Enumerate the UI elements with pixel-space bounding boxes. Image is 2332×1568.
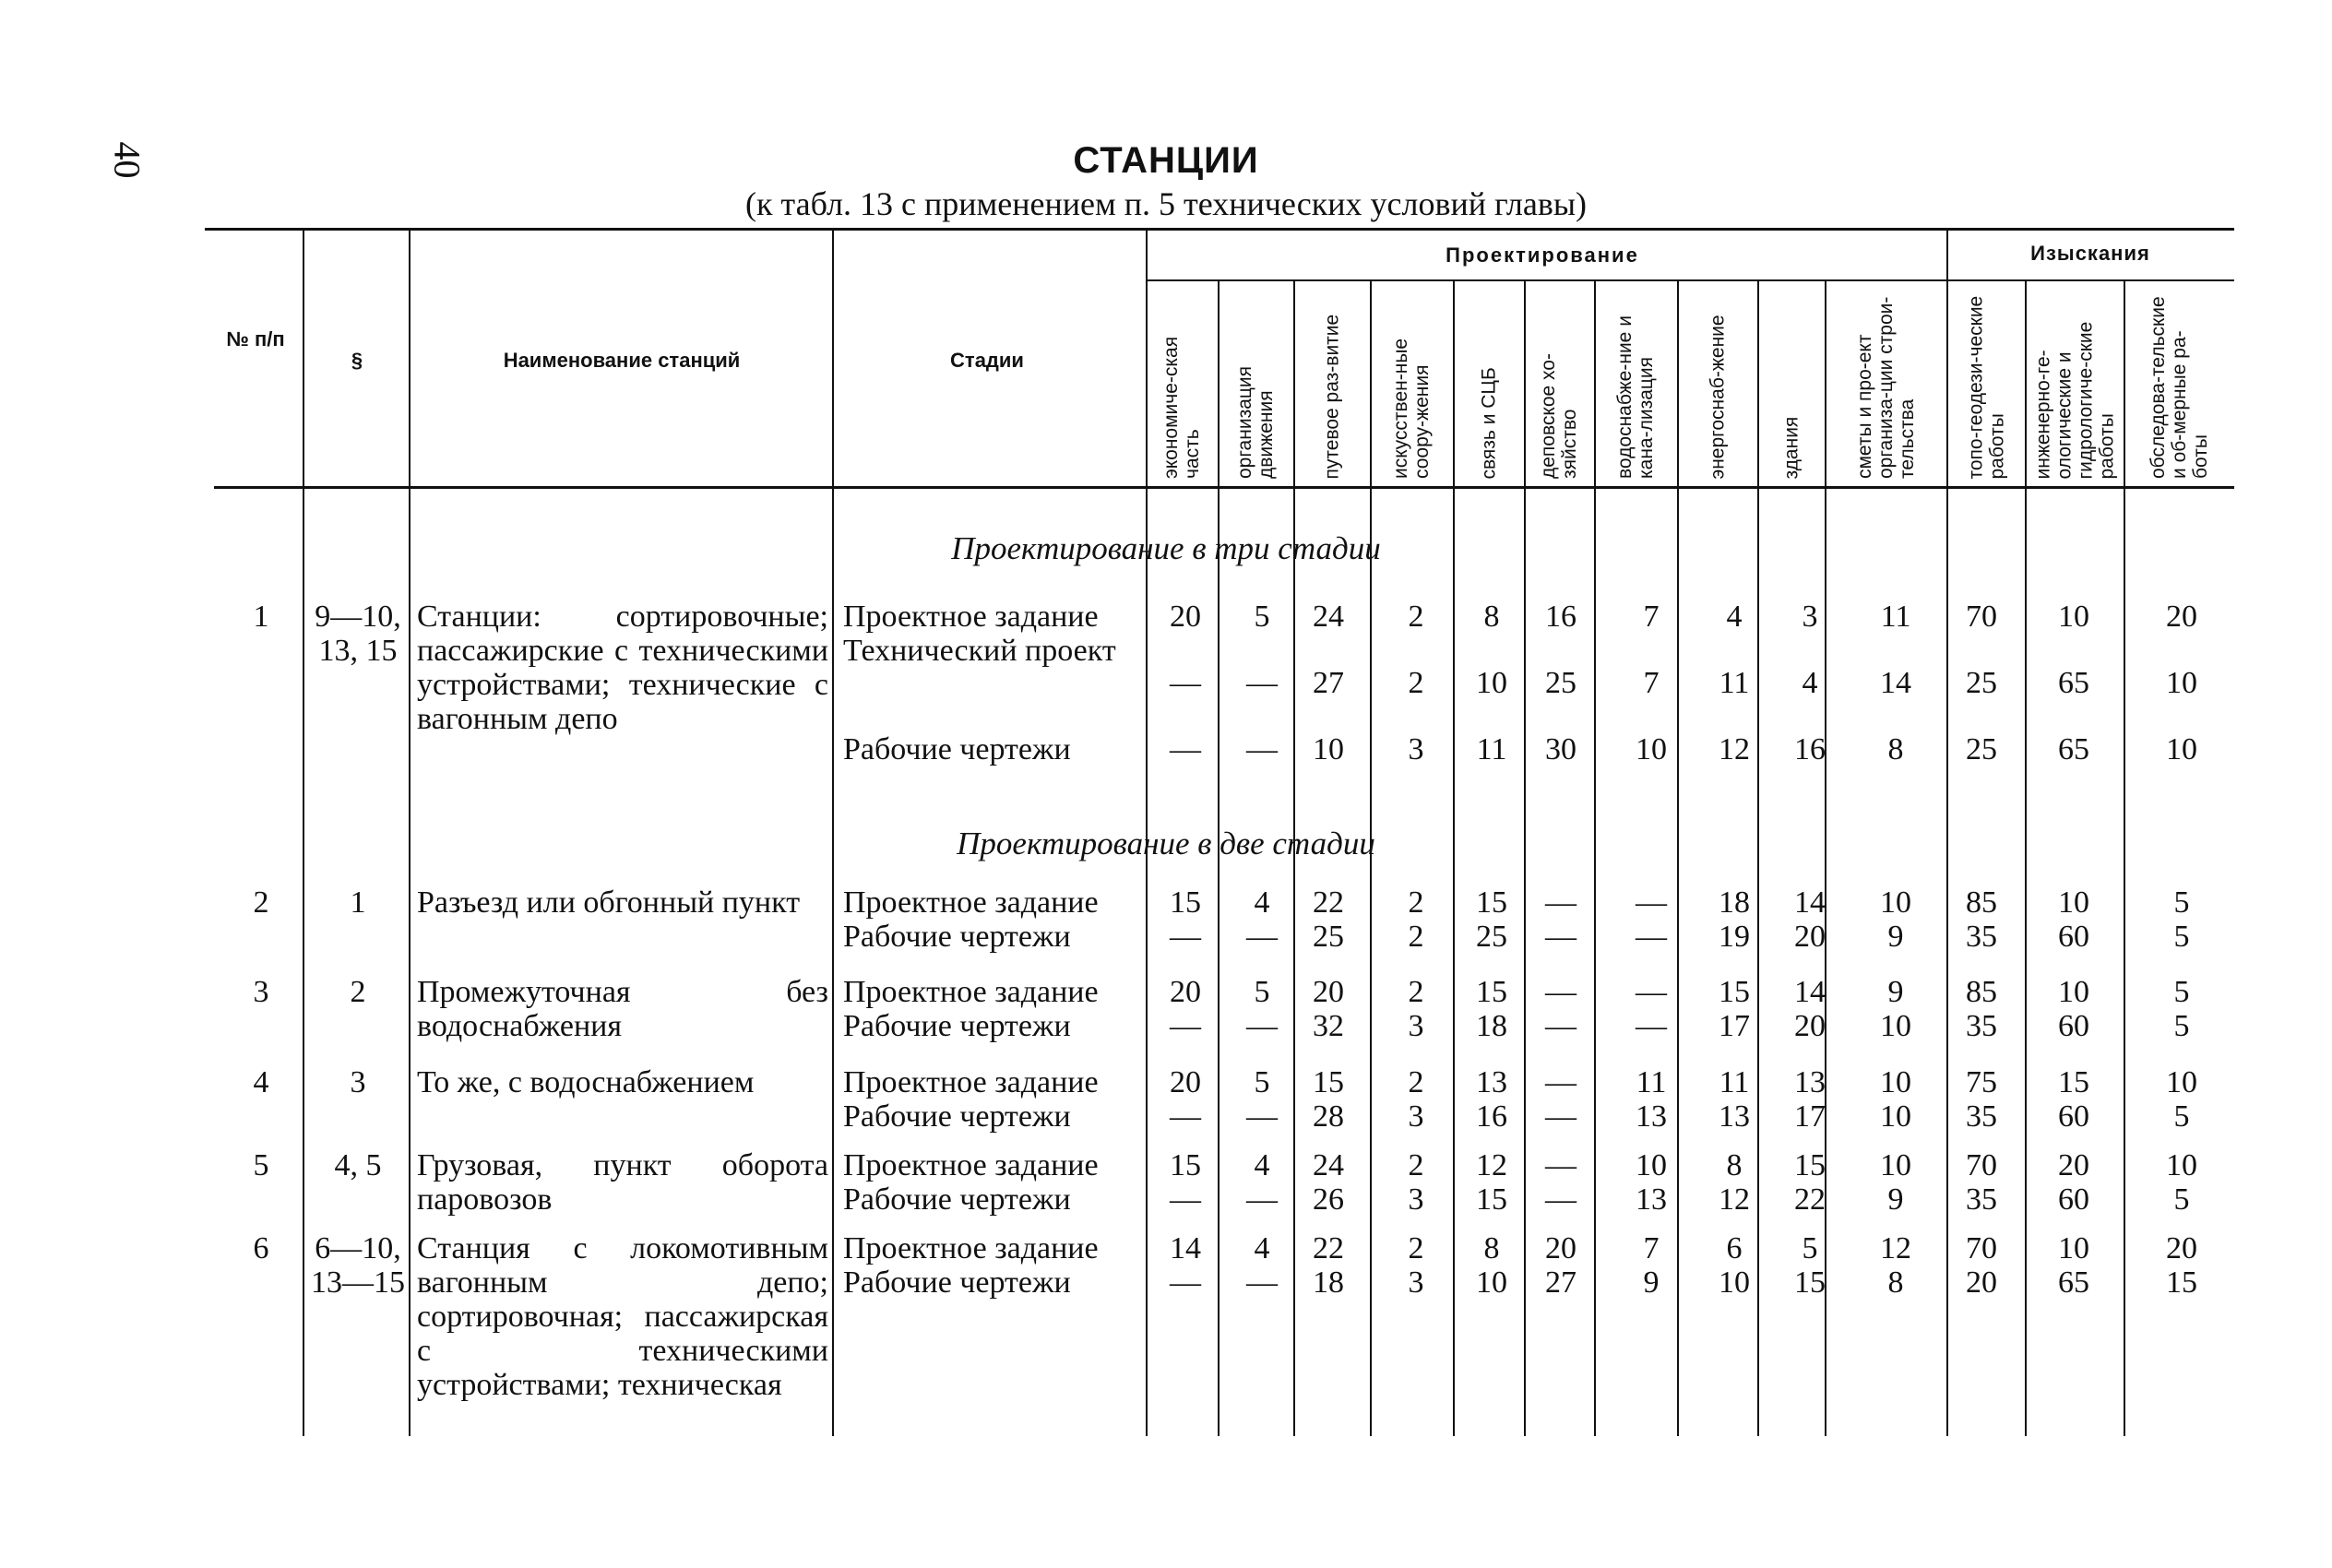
value-cell: — (1545, 1065, 1576, 1099)
value-cell: — (1246, 732, 1278, 766)
value-cell: 20 (1170, 1065, 1201, 1099)
value-cell: 20 (1313, 975, 1344, 1009)
value-cell: 2 (1408, 1231, 1424, 1265)
row-number: 3 (253, 975, 269, 1009)
value-cell: 65 (2058, 732, 2089, 766)
value-cell: 10 (2166, 1065, 2197, 1099)
value-cell: 18 (1476, 1009, 1507, 1043)
value-cell: 35 (1966, 1009, 1997, 1043)
page-subtitle: (к табл. 13 с применением п. 5 технических условий главы) (744, 185, 1588, 222)
stage-label: Технический проект (843, 634, 1116, 668)
value-cell: 5 (1802, 1231, 1818, 1265)
value-cell: 10 (2058, 600, 2089, 634)
value-cell: 12 (1476, 1148, 1507, 1182)
value-cell: 25 (1966, 732, 1997, 766)
value-cell: 11 (1719, 1065, 1750, 1099)
value-cell: 15 (1476, 1182, 1507, 1217)
col-header-rotated: здания (1780, 416, 1802, 479)
stage-label: Проектное задание (843, 1065, 1099, 1099)
value-cell: — (1246, 1182, 1278, 1217)
value-cell: 2 (1408, 600, 1424, 634)
value-cell: — (1170, 666, 1201, 700)
value-cell: 70 (1966, 1231, 1997, 1265)
value-cell: 35 (1966, 1182, 1997, 1217)
row-section: 3 (350, 1065, 366, 1099)
col-header-rotated: сметы и про-ект организа-ции строи-тельства (1853, 296, 1918, 479)
value-cell: 11 (1636, 1065, 1667, 1099)
row-section: 9—10, 13, 15 (315, 600, 401, 668)
value-cell: 15 (1476, 885, 1507, 920)
value-cell: 2 (1408, 666, 1424, 700)
value-cell: 8 (1887, 732, 1904, 766)
value-cell: 8 (1483, 1231, 1500, 1265)
value-cell: 65 (2058, 1265, 2089, 1300)
station-name: То же, с водоснабжением (417, 1065, 755, 1099)
value-cell: 10 (1476, 666, 1507, 700)
value-cell: 15 (1313, 1065, 1344, 1099)
value-cell: — (1170, 1009, 1201, 1043)
value-cell: 2 (1408, 1065, 1424, 1099)
row-number: 2 (253, 885, 269, 920)
value-cell: 10 (1719, 1265, 1750, 1300)
value-cell: 5 (2173, 1099, 2190, 1134)
stage-label: Проектное задание (843, 1148, 1099, 1182)
value-cell: 20 (2058, 1148, 2089, 1182)
value-cell: 19 (1719, 920, 1750, 954)
value-cell: 35 (1966, 920, 1997, 954)
stage-label: Проектное задание (843, 885, 1099, 920)
value-cell: 10 (2166, 1148, 2197, 1182)
value-cell: 20 (1794, 920, 1826, 954)
value-cell: 30 (1545, 732, 1576, 766)
value-cell: 10 (2166, 732, 2197, 766)
col-header-stages: Стадии (950, 349, 1024, 372)
value-cell: 20 (1794, 1009, 1826, 1043)
value-cell: 2 (1408, 1148, 1424, 1182)
value-cell: 12 (1719, 1182, 1750, 1217)
value-cell: 20 (2166, 600, 2197, 634)
station-name: Промежуточная без водоснабжения (417, 975, 828, 1043)
value-cell: 14 (1880, 666, 1911, 700)
value-cell: — (1246, 1265, 1278, 1300)
value-cell: 10 (2058, 1231, 2089, 1265)
col-header-name: Наименование станций (503, 349, 741, 372)
row-section: 1 (350, 885, 366, 920)
value-cell: 15 (1794, 1265, 1826, 1300)
section-heading: Проектирование в две стадии (957, 826, 1375, 861)
value-cell: — (1170, 1182, 1201, 1217)
value-cell: 20 (1966, 1265, 1997, 1300)
value-cell: 14 (1170, 1231, 1201, 1265)
value-cell: 7 (1643, 600, 1660, 634)
stage-label: Проектное задание (843, 1231, 1099, 1265)
value-cell: 10 (2166, 666, 2197, 700)
row-number: 4 (253, 1065, 269, 1099)
value-cell: 10 (2058, 975, 2089, 1009)
value-cell: 2 (1408, 885, 1424, 920)
value-cell: 15 (2166, 1265, 2197, 1300)
value-cell: 2 (1408, 975, 1424, 1009)
value-cell: 20 (1545, 1231, 1576, 1265)
value-cell: 27 (1545, 1265, 1576, 1300)
value-cell: — (1636, 1009, 1667, 1043)
value-cell: 5 (1254, 975, 1270, 1009)
col-header-rotated: экономиче-ская часть (1160, 336, 1203, 479)
header-group-rule (1146, 279, 2234, 281)
row-number: 1 (253, 600, 269, 634)
value-cell: 20 (2166, 1231, 2197, 1265)
value-cell: 5 (2173, 975, 2190, 1009)
value-cell: 22 (1313, 885, 1344, 920)
value-cell: 70 (1966, 1148, 1997, 1182)
value-cell: 5 (1254, 600, 1270, 634)
col-header-rotated: связь и СЦБ (1478, 366, 1499, 479)
value-cell: — (1246, 1009, 1278, 1043)
value-cell: 22 (1794, 1182, 1826, 1217)
value-cell: 22 (1313, 1231, 1344, 1265)
row-section: 4, 5 (334, 1148, 382, 1182)
value-cell: — (1170, 920, 1201, 954)
value-cell: 3 (1408, 1265, 1424, 1300)
value-cell: 11 (1719, 666, 1750, 700)
table-top-rule (205, 228, 2234, 231)
value-cell: 7 (1643, 666, 1660, 700)
col-header-rotated: искусствен-ные соору-жения (1390, 338, 1433, 479)
row-number: 5 (253, 1148, 269, 1182)
value-cell: 75 (1966, 1065, 1997, 1099)
stage-label: Рабочие чертежи (843, 732, 1071, 766)
value-cell: 7 (1643, 1231, 1660, 1265)
value-cell: — (1545, 1182, 1576, 1217)
value-cell: 15 (2058, 1065, 2089, 1099)
value-cell: 10 (1636, 1148, 1667, 1182)
value-cell: 16 (1476, 1099, 1507, 1134)
stage-label: Рабочие чертежи (843, 1099, 1071, 1134)
value-cell: 60 (2058, 920, 2089, 954)
value-cell: 25 (1545, 666, 1576, 700)
value-cell: 10 (1880, 1009, 1911, 1043)
value-cell: 9 (1643, 1265, 1660, 1300)
stage-label: Проектное задание (843, 600, 1099, 634)
value-cell: 3 (1802, 600, 1818, 634)
col-header-no: № п/п (226, 327, 285, 350)
value-cell: 27 (1313, 666, 1344, 700)
value-cell: 3 (1408, 1009, 1424, 1043)
value-cell: 11 (1476, 732, 1507, 766)
value-cell: 9 (1887, 920, 1904, 954)
value-cell: 16 (1794, 732, 1826, 766)
value-cell: 6 (1726, 1231, 1743, 1265)
value-cell: 13 (1476, 1065, 1507, 1099)
value-cell: 65 (2058, 666, 2089, 700)
value-cell: 12 (1719, 732, 1750, 766)
value-cell: 15 (1170, 1148, 1201, 1182)
value-cell: 16 (1545, 600, 1576, 634)
value-cell: 24 (1313, 600, 1344, 634)
row-section: 6—10, 13—15 (311, 1231, 405, 1300)
stage-label: Рабочие чертежи (843, 1009, 1071, 1043)
stage-label: Рабочие чертежи (843, 1182, 1071, 1217)
value-cell: 3 (1408, 1182, 1424, 1217)
value-cell: 15 (1719, 975, 1750, 1009)
value-cell: — (1636, 920, 1667, 954)
col-header-rotated: обследова-тельские и об-мерные ра-боты (2147, 296, 2211, 479)
value-cell: 9 (1887, 1182, 1904, 1217)
value-cell: 14 (1794, 885, 1826, 920)
value-cell: 18 (1719, 885, 1750, 920)
value-cell: 85 (1966, 885, 1997, 920)
value-cell: 70 (1966, 600, 1997, 634)
value-cell: — (1246, 920, 1278, 954)
station-name: Станция с локомотивным вагонным депо; сортировочная; пассажирская с техническими устройствами; техническая (417, 1231, 828, 1402)
value-cell: 10 (1880, 1148, 1911, 1182)
value-cell: 10 (1476, 1265, 1507, 1300)
col-header-rotated: путевое раз-витие (1321, 314, 1342, 479)
group-header-design: Проектирование (1446, 244, 1639, 267)
stage-label: Рабочие чертежи (843, 920, 1071, 954)
value-cell: — (1636, 975, 1667, 1009)
col-header-rotated: организация движения (1234, 365, 1277, 479)
value-cell: — (1636, 885, 1667, 920)
value-cell: 8 (1726, 1148, 1743, 1182)
value-cell: 10 (1636, 732, 1667, 766)
value-cell: 13 (1794, 1065, 1826, 1099)
value-cell: 15 (1170, 885, 1201, 920)
station-name: Грузовая, пункт оборота паровозов (417, 1148, 828, 1217)
value-cell: 8 (1887, 1265, 1904, 1300)
value-cell: — (1545, 1099, 1576, 1134)
value-cell: — (1545, 885, 1576, 920)
value-cell: 5 (2173, 920, 2190, 954)
value-cell: 4 (1726, 600, 1743, 634)
value-cell: 32 (1313, 1009, 1344, 1043)
value-cell: 10 (1880, 1065, 1911, 1099)
value-cell: — (1545, 975, 1576, 1009)
value-cell: 60 (2058, 1182, 2089, 1217)
value-cell: 10 (2058, 885, 2089, 920)
header-bottom-rule (214, 486, 2234, 489)
row-number: 6 (253, 1231, 269, 1265)
value-cell: — (1170, 1099, 1201, 1134)
value-cell: 5 (1254, 1065, 1270, 1099)
col-header-rotated: деповское хо-зяйство (1538, 353, 1580, 479)
value-cell: 10 (1880, 1099, 1911, 1134)
value-cell: 5 (2173, 1182, 2190, 1217)
value-cell: 12 (1880, 1231, 1911, 1265)
col-header-rotated: энергоснаб-жение (1707, 314, 1728, 479)
value-cell: 10 (1313, 732, 1344, 766)
value-cell: 3 (1408, 1099, 1424, 1134)
value-cell: 4 (1254, 885, 1270, 920)
value-cell: 28 (1313, 1099, 1344, 1134)
page-number: 40 (106, 141, 149, 179)
value-cell: 17 (1719, 1009, 1750, 1043)
value-cell: 85 (1966, 975, 1997, 1009)
value-cell: 25 (1313, 920, 1344, 954)
value-cell: 24 (1313, 1148, 1344, 1182)
value-cell: 3 (1408, 732, 1424, 766)
value-cell: 11 (1880, 600, 1911, 634)
section-heading: Проектирование в три стадии (951, 530, 1381, 566)
value-cell: 4 (1802, 666, 1818, 700)
value-cell: 14 (1794, 975, 1826, 1009)
value-cell: 20 (1170, 975, 1201, 1009)
station-name: Станции: сортировочные; пассажирские с техническими устройствами; технические с вагонным депо (417, 600, 828, 736)
value-cell: 8 (1483, 600, 1500, 634)
stage-label: Рабочие чертежи (843, 1265, 1071, 1300)
value-cell: — (1170, 1265, 1201, 1300)
stage-label: Проектное задание (843, 975, 1099, 1009)
value-cell: 5 (2173, 885, 2190, 920)
value-cell: — (1246, 1099, 1278, 1134)
value-cell: — (1170, 732, 1201, 766)
value-cell: 2 (1408, 920, 1424, 954)
value-cell: 4 (1254, 1148, 1270, 1182)
value-cell: 18 (1313, 1265, 1344, 1300)
value-cell: 10 (1880, 885, 1911, 920)
value-cell: 15 (1794, 1148, 1826, 1182)
value-cell: 13 (1719, 1099, 1750, 1134)
value-cell: 25 (1476, 920, 1507, 954)
value-cell: 9 (1887, 975, 1904, 1009)
value-cell: 35 (1966, 1099, 1997, 1134)
value-cell: 17 (1794, 1099, 1826, 1134)
value-cell: 5 (2173, 1009, 2190, 1043)
value-cell: — (1545, 1009, 1576, 1043)
col-header-rotated: инженерно-ге-ологические и гидрологиче-ские работы (2031, 321, 2117, 479)
group-header-survey: Изыскания (2030, 242, 2150, 265)
value-cell: 20 (1170, 600, 1201, 634)
value-cell: 15 (1476, 975, 1507, 1009)
col-header-section: § (351, 349, 363, 372)
value-cell: — (1246, 666, 1278, 700)
value-cell: 26 (1313, 1182, 1344, 1217)
page-title: СТАНЦИИ (1073, 140, 1259, 181)
value-cell: 4 (1254, 1231, 1270, 1265)
value-cell: — (1545, 1148, 1576, 1182)
value-cell: 13 (1636, 1182, 1667, 1217)
value-cell: 13 (1636, 1099, 1667, 1134)
col-header-rotated: водоснабже-ние и кана-лизация (1614, 315, 1657, 479)
value-cell: 60 (2058, 1099, 2089, 1134)
col-header-rotated: топо-геодези-ческие работы (1964, 295, 2007, 479)
value-cell: 60 (2058, 1009, 2089, 1043)
row-section: 2 (350, 975, 366, 1009)
value-cell: 25 (1966, 666, 1997, 700)
value-cell: — (1545, 920, 1576, 954)
station-name: Разъезд или обгонный пункт (417, 885, 801, 920)
